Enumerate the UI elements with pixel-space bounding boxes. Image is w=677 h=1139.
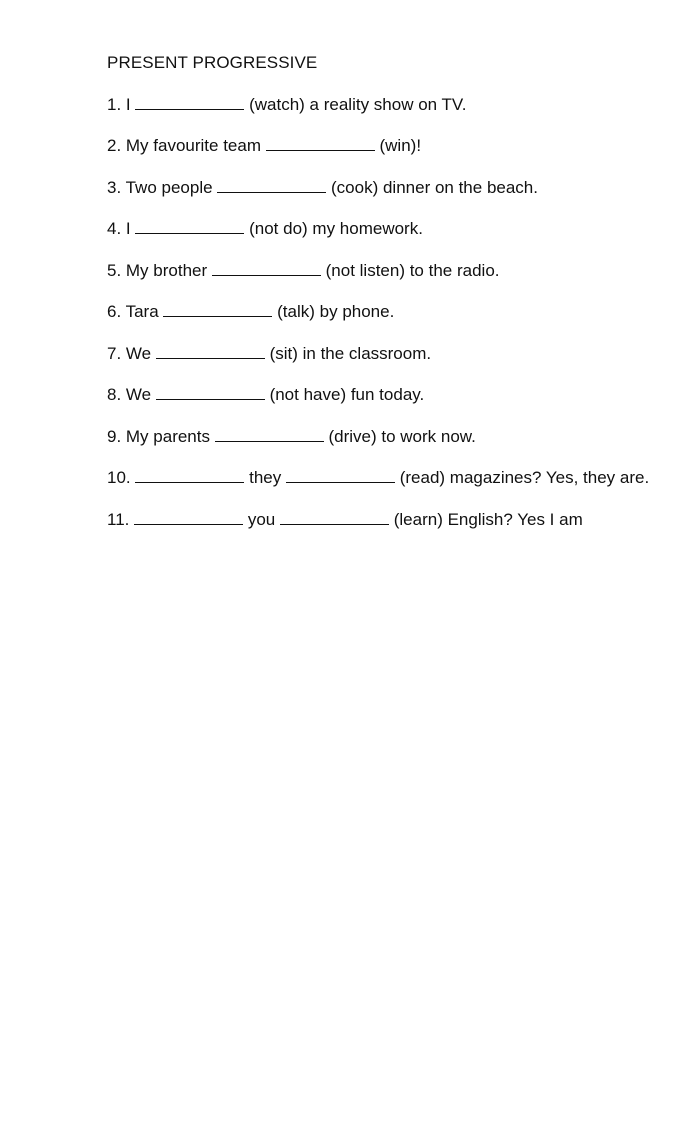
item-text-before: 8. We <box>107 385 152 404</box>
answer-blank[interactable] <box>280 510 389 525</box>
answer-blank[interactable] <box>286 468 395 483</box>
answer-blank[interactable] <box>135 468 244 483</box>
answer-blank[interactable] <box>135 219 244 234</box>
exercise-item-5 <box>107 260 675 282</box>
answer-blank[interactable] <box>217 178 326 193</box>
answer-blank[interactable] <box>134 510 243 525</box>
exercise-item-11 <box>107 509 675 531</box>
exercise-item-7 <box>107 343 675 365</box>
exercise-item-3 <box>107 177 675 199</box>
item-text-after: (win)! <box>379 136 422 155</box>
item-text-after: (watch) a reality show on TV. <box>249 94 467 114</box>
item-text-before: 7. We <box>107 343 152 363</box>
exercise-item-10 <box>107 467 675 489</box>
item-text-after: (cook) dinner on the beach. <box>331 177 538 197</box>
answer-blank[interactable] <box>212 261 321 276</box>
item-text-before: 3. Two people <box>107 177 213 197</box>
item-text-middle: they <box>249 468 282 487</box>
item-text-after: (not do) my homework. <box>249 219 423 238</box>
answer-blank[interactable] <box>156 385 265 400</box>
exercise-item-4 <box>107 218 675 240</box>
item-text-after: (talk) by phone. <box>277 302 395 321</box>
exercise-item-1 <box>107 94 675 116</box>
exercise-item-8 <box>107 384 675 406</box>
item-text-after: (drive) to work now. <box>328 426 476 446</box>
item-text-middle: you <box>247 509 276 529</box>
item-text-before: 4. I <box>107 219 131 238</box>
worksheet-title: PRESENT PROGRESSIVE <box>107 53 318 72</box>
worksheet <box>107 52 675 550</box>
item-text-before: 5. My brother <box>107 260 208 280</box>
exercise-item-6 <box>107 301 675 323</box>
exercise-item-9 <box>107 426 675 448</box>
item-text-before: 6. Tara <box>107 302 159 321</box>
answer-blank[interactable] <box>156 344 265 359</box>
item-text-after: (learn) English? Yes I am <box>393 509 583 529</box>
answer-blank[interactable] <box>215 427 324 442</box>
item-text-after: (sit) in the classroom. <box>269 343 432 363</box>
answer-blank[interactable] <box>266 136 375 151</box>
item-text-before: 9. My parents <box>107 426 210 446</box>
item-text-before: 10. <box>107 468 131 487</box>
answer-blank[interactable] <box>135 95 244 110</box>
item-text-before: 1. I <box>107 94 131 114</box>
item-text-before: 2. My favourite team <box>107 136 262 155</box>
answer-blank[interactable] <box>163 302 272 317</box>
exercise-item-2 <box>107 135 675 157</box>
item-text-after: (not have) fun today. <box>269 385 425 404</box>
item-text-after: (read) magazines? Yes, they are. <box>399 468 650 487</box>
item-text-before: 11. <box>107 509 130 529</box>
item-text-after: (not listen) to the radio. <box>325 260 500 280</box>
